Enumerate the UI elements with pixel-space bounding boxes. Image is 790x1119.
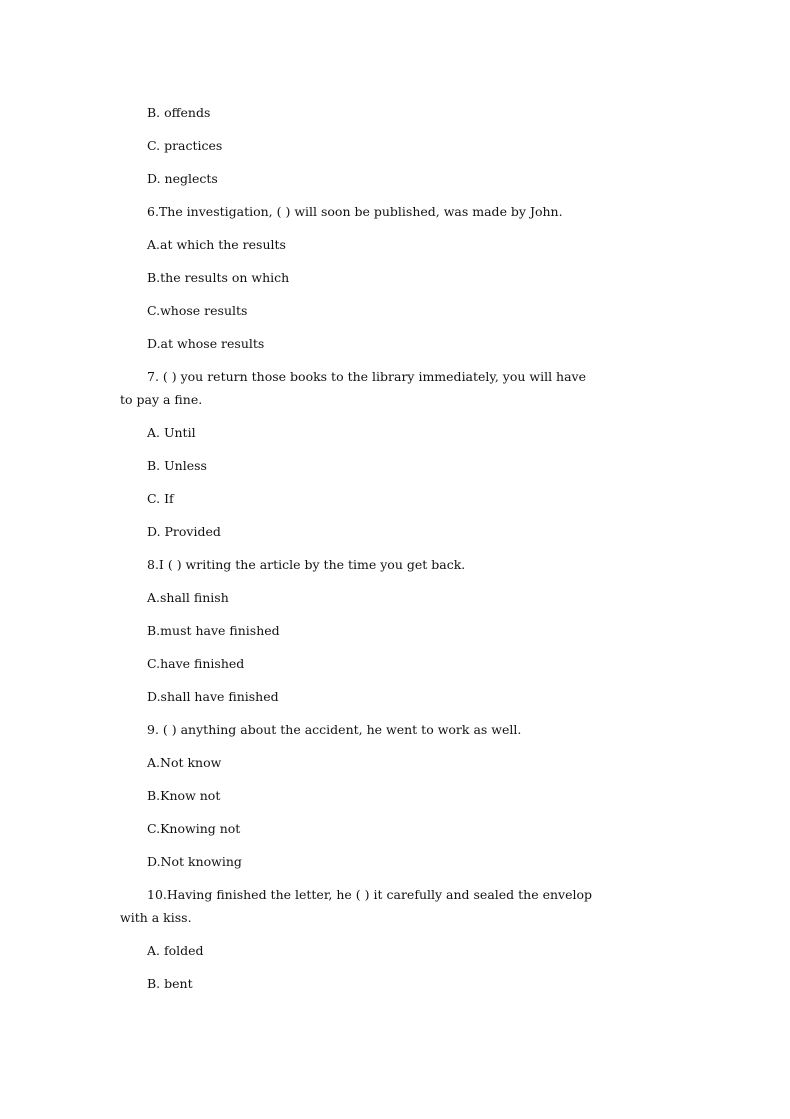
q7-option-d: D. Provided (147, 524, 221, 539)
q6-option-c: C.whose results (147, 303, 248, 318)
q7-option-b: B. Unless (147, 458, 207, 473)
q10-option-b: B. bent (147, 976, 193, 991)
q8-option-c: C.have finished (147, 656, 245, 671)
q6-option-b: B.the results on which (147, 270, 290, 285)
q6-option-a: A.at which the results (147, 237, 286, 252)
q10-option-a: A. folded (147, 943, 204, 958)
q10-question-line2: with a kiss. (120, 910, 192, 925)
q5-option-c: C. practices (147, 138, 223, 153)
q8-question: 8.I ( ) writing the article by the time you get back. (147, 557, 466, 572)
q9-option-d: D.Not knowing (147, 854, 242, 869)
q6-option-d: D.at whose results (147, 336, 265, 351)
q5-option-d: D. neglects (147, 171, 218, 186)
q10-question-line1: 10.Having finished the letter, he ( ) it carefully and sealed the envelop (147, 887, 593, 902)
q9-option-b: B.Know not (147, 788, 221, 803)
q7-option-c: C. If (147, 491, 174, 506)
q9-option-a: A.Not know (147, 755, 222, 770)
q7-question-line1: 7. ( ) you return those books to the library immediately, you will have (147, 369, 587, 384)
q7-option-a: A. Until (147, 425, 196, 440)
q9-question: 9. ( ) anything about the accident, he went to work as well. (147, 722, 522, 737)
q9-option-c: C.Knowing not (147, 821, 241, 836)
q5-option-b: B. offends (147, 105, 211, 120)
q7-question-line2: to pay a fine. (120, 392, 203, 407)
q6-question: 6.The investigation, ( ) will soon be published, was made by John. (147, 204, 563, 219)
q8-option-d: D.shall have finished (147, 689, 279, 704)
q8-option-a: A.shall finish (147, 590, 229, 605)
q8-option-b: B.must have finished (147, 623, 280, 638)
